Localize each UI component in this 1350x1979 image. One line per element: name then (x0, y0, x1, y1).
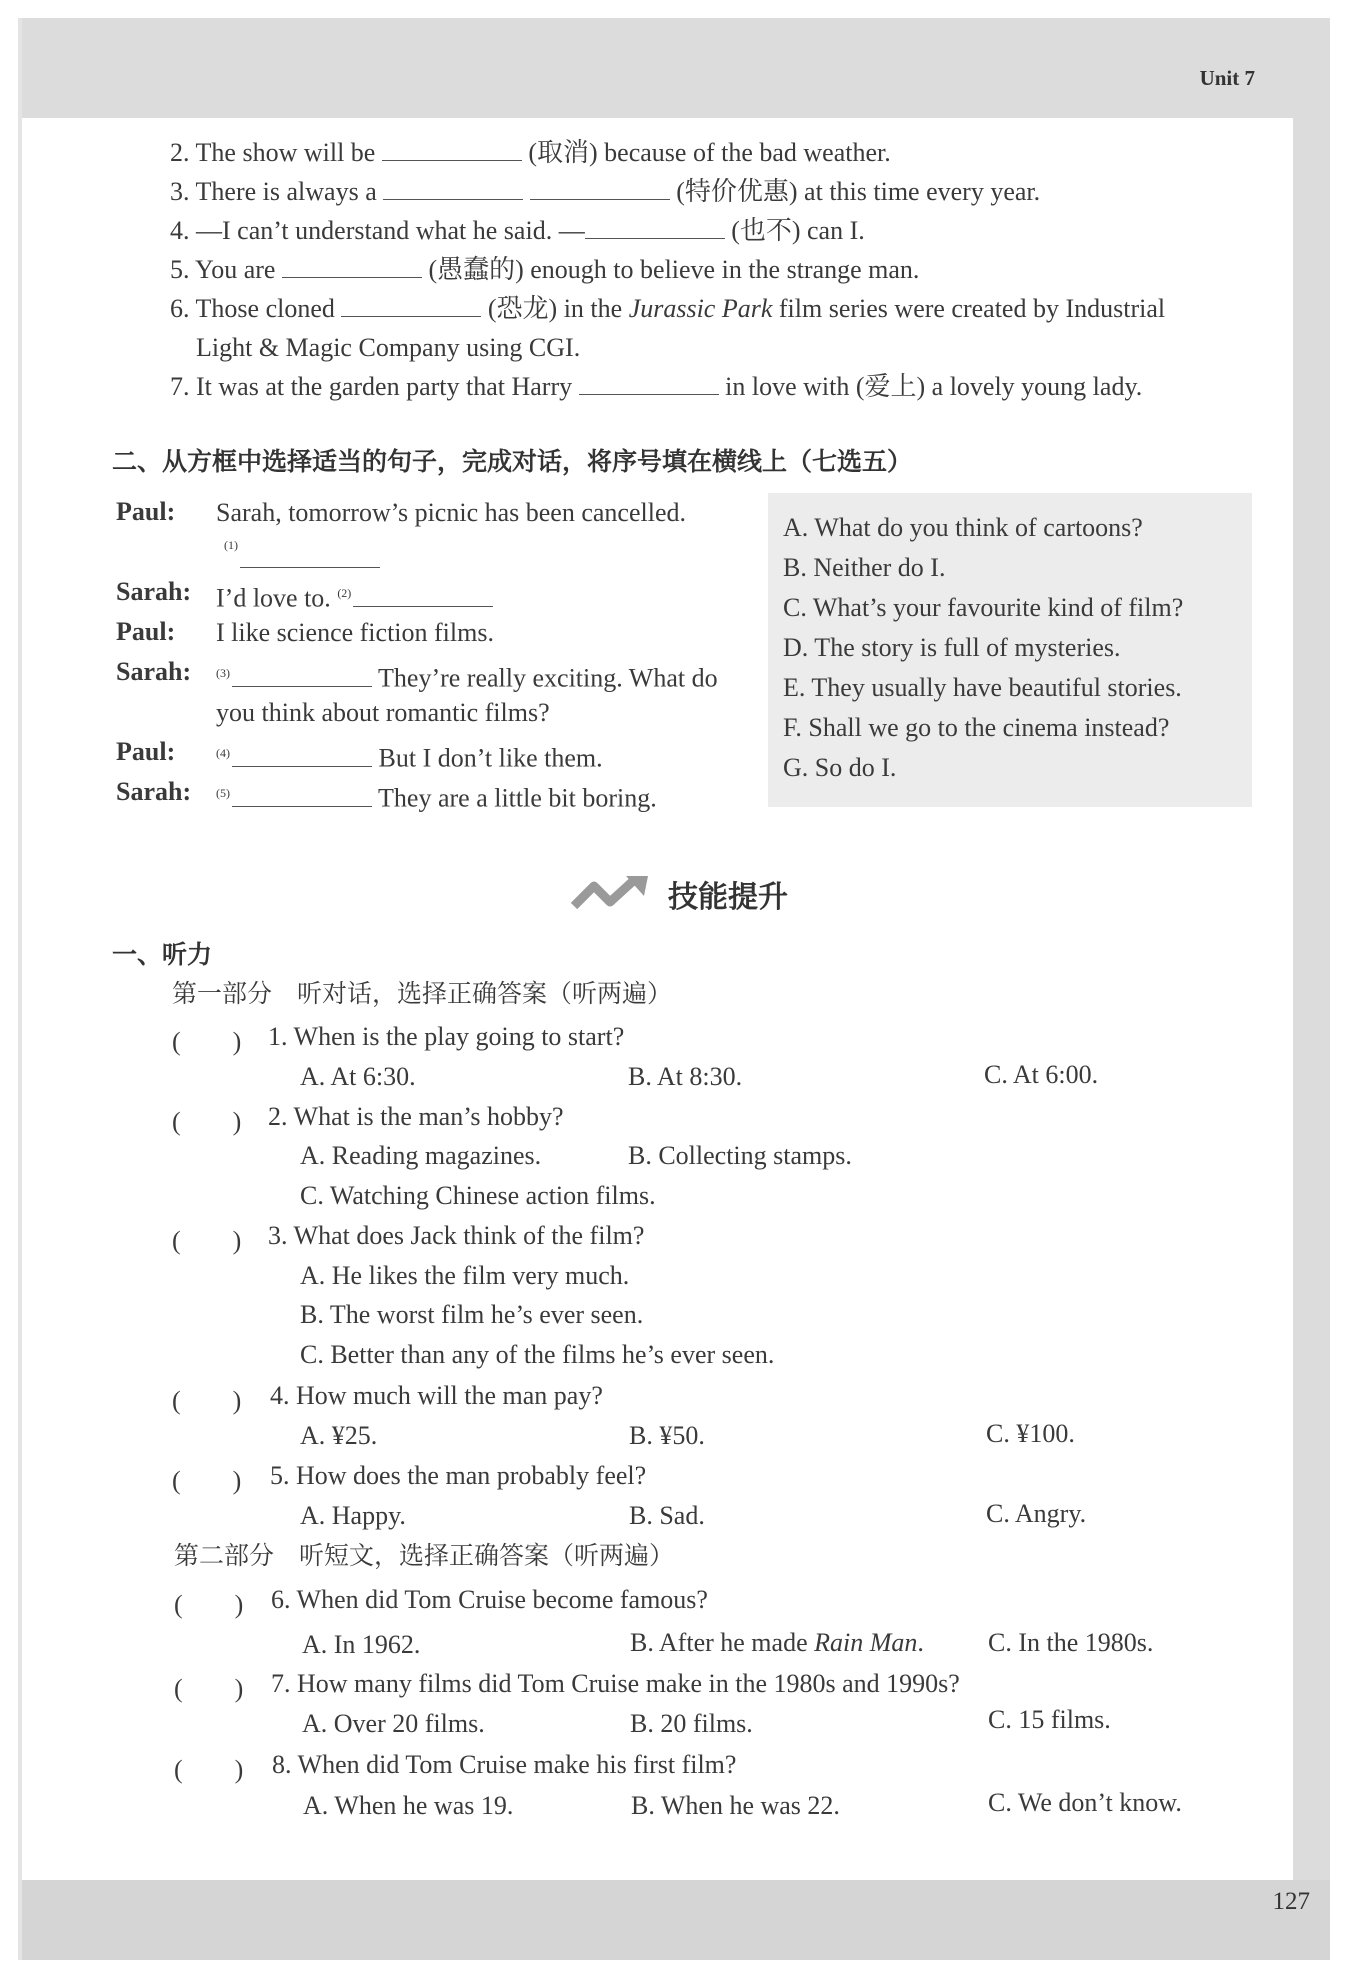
answer-blank[interactable] (382, 140, 522, 161)
answer-blank[interactable] (232, 786, 372, 807)
option-d: D. The story is full of mysteries. (783, 633, 1121, 662)
answer-blank[interactable] (232, 666, 372, 687)
question-1: 1. When is the play going to start? (268, 1022, 625, 1051)
q3-option-c: C. Better than any of the films he’s ever seen. (300, 1340, 775, 1369)
question-5: 5. How does the man probably feel? (270, 1461, 647, 1490)
item-text: (恐龙) in the (481, 294, 629, 323)
section-2-title: 二、从方框中选择适当的句子，完成对话，将序号填在横线上（七选五） (112, 447, 913, 476)
blank-number: (1) (224, 538, 238, 552)
page-frame-top (18, 18, 1330, 118)
q7-option-a: A. Over 20 films. (302, 1709, 485, 1738)
q1-option-a: A. At 6:30. (300, 1062, 416, 1091)
q6-option-b (630, 1627, 924, 1659)
question-6: 6. When did Tom Cruise become famous? (271, 1585, 708, 1614)
dialogue-line (216, 737, 603, 775)
item-text: 7. It was at the garden party that Harry (170, 372, 579, 401)
answer-parentheses[interactable]: ( ) (174, 1590, 244, 1619)
q5-option-b: B. Sad. (629, 1501, 705, 1530)
dialogue-line (216, 657, 718, 695)
item-text: (也不) can I. (724, 216, 865, 245)
dialogue-line: you think about romantic films? (216, 698, 550, 727)
q1-option-b: B. At 8:30. (628, 1062, 743, 1091)
answer-parentheses[interactable]: ( ) (172, 1226, 242, 1255)
answer-blank[interactable] (353, 586, 493, 607)
option-f: F. Shall we go to the cinema instead? (783, 713, 1170, 742)
q4-option-a: A. ¥25. (300, 1421, 378, 1450)
question-7: 7. How many films did Tom Cruise make in the 1980s and 1990s? (271, 1669, 960, 1698)
item-text: 2. The show will be (170, 138, 382, 167)
item-text: 6. Those cloned (170, 294, 342, 323)
option-text: . (917, 1628, 924, 1657)
answer-blank[interactable] (232, 746, 372, 767)
speaker-sarah: Sarah: (116, 577, 192, 606)
film-title: Rain Man (814, 1628, 918, 1657)
q8-option-c: C. We don’t know. (988, 1788, 1182, 1817)
q3-option-b: B. The worst film he’s ever seen. (300, 1300, 644, 1329)
question-4: 4. How much will the man pay? (270, 1381, 603, 1410)
q1-option-c: C. At 6:00. (984, 1060, 1099, 1089)
answer-blank[interactable] (341, 296, 481, 317)
item-4 (170, 215, 865, 247)
answer-parentheses[interactable]: ( ) (172, 1466, 242, 1495)
answer-parentheses[interactable]: ( ) (174, 1755, 244, 1784)
option-a: A. What do you think of cartoons? (783, 513, 1143, 542)
listening-title: 一、听力 (112, 940, 213, 969)
q6-option-c: C. In the 1980s. (988, 1628, 1154, 1657)
answer-parentheses[interactable]: ( ) (172, 1386, 242, 1415)
dialogue-text: They’re really exciting. What do (378, 663, 718, 693)
item-text: 3. There is always a (170, 177, 384, 206)
answer-parentheses[interactable]: ( ) (172, 1027, 242, 1056)
q5-option-a: A. Happy. (300, 1501, 406, 1530)
options-box (768, 493, 1252, 807)
answer-blank[interactable] (383, 179, 523, 200)
q2-option-c: C. Watching Chinese action films. (300, 1181, 656, 1210)
answer-blank[interactable] (240, 547, 380, 568)
q2-option-a: A. Reading magazines. (300, 1141, 542, 1170)
q6-option-a: A. In 1962. (302, 1630, 421, 1659)
dialogue-text: I’d love to. (216, 583, 331, 613)
item-3 (170, 176, 1040, 208)
speaker-paul: Paul: (116, 737, 176, 766)
answer-parentheses[interactable]: ( ) (174, 1674, 244, 1703)
item-text: in love with (爱上) a lovely young lady. (718, 372, 1143, 401)
dialogue-text: But I don’t like them. (378, 743, 603, 773)
option-b: B. Neither do I. (783, 553, 946, 582)
option-e: E. They usually have beautiful stories. (783, 673, 1182, 702)
question-2: 2. What is the man’s hobby? (268, 1102, 564, 1131)
dialogue-text: They are a little bit boring. (378, 783, 657, 813)
item-text: (愚蠢的) enough to believe in the strange man. (421, 255, 920, 284)
question-3: 3. What does Jack think of the film? (268, 1221, 645, 1250)
dialogue-line: Sarah, tomorrow’s picnic has been cancelled. (216, 498, 686, 527)
q8-option-a: A. When he was 19. (303, 1791, 514, 1820)
item-text: 4. —I can’t understand what he said. — (170, 216, 585, 245)
speaker-sarah: Sarah: (116, 777, 192, 806)
dialogue-line (216, 777, 657, 815)
dialogue-line (216, 577, 493, 615)
trend-arrow-icon (570, 874, 652, 914)
unit-label: Unit 7 (1199, 66, 1255, 90)
speaker-paul: Paul: (116, 617, 176, 646)
skills-title: 技能提升 (668, 880, 788, 915)
item-text: (特价优惠) at this time every year. (669, 177, 1041, 206)
item-7 (170, 371, 1142, 403)
q2-option-b: B. Collecting stamps. (628, 1141, 852, 1170)
page-number: 127 (1272, 1888, 1310, 1915)
part-two-label: 第二部分 听短文，选择正确答案（听两遍） (174, 1543, 675, 1570)
blank-number: (4) (216, 746, 230, 760)
item-text: 5. You are (170, 255, 282, 284)
item-5 (170, 254, 919, 286)
page-frame-right (1293, 18, 1330, 1880)
answer-blank[interactable] (579, 374, 719, 395)
answer-parentheses[interactable]: ( ) (172, 1107, 242, 1136)
blank-number: (2) (337, 586, 352, 600)
answer-blank[interactable] (530, 179, 670, 200)
question-8: 8. When did Tom Cruise make his first film? (272, 1750, 737, 1779)
page-frame-bottom (18, 1880, 1330, 1960)
q3-option-a: A. He likes the film very much. (300, 1261, 630, 1290)
blank-number: (5) (216, 786, 230, 800)
item-6-continued: Light & Magic Company using CGI. (196, 333, 581, 362)
option-c: C. What’s your favourite kind of film? (783, 593, 1184, 622)
item-2 (170, 137, 891, 169)
q7-option-c: C. 15 films. (988, 1705, 1111, 1734)
speaker-paul: Paul: (116, 497, 176, 526)
answer-blank[interactable] (282, 257, 422, 278)
item-6 (170, 293, 1165, 325)
item-title: Jurassic Park (628, 294, 773, 323)
q8-option-b: B. When he was 22. (631, 1791, 840, 1820)
part-one-label: 第一部分 听对话，选择正确答案（听两遍） (172, 981, 673, 1008)
option-text: B. After he made (630, 1628, 815, 1657)
q4-option-b: B. ¥50. (629, 1421, 705, 1450)
answer-blank[interactable] (585, 218, 725, 239)
item-text: (取消) because of the bad weather. (521, 138, 891, 167)
option-g: G. So do I. (783, 753, 897, 782)
blank-number: (3) (216, 666, 230, 680)
item-text: film series were created by Industrial (772, 294, 1166, 323)
q5-option-c: C. Angry. (986, 1499, 1087, 1528)
speaker-sarah: Sarah: (116, 657, 192, 686)
q7-option-b: B. 20 films. (630, 1709, 753, 1738)
q4-option-c: C. ¥100. (986, 1419, 1075, 1448)
dialogue-line: I like science fiction films. (216, 618, 494, 647)
